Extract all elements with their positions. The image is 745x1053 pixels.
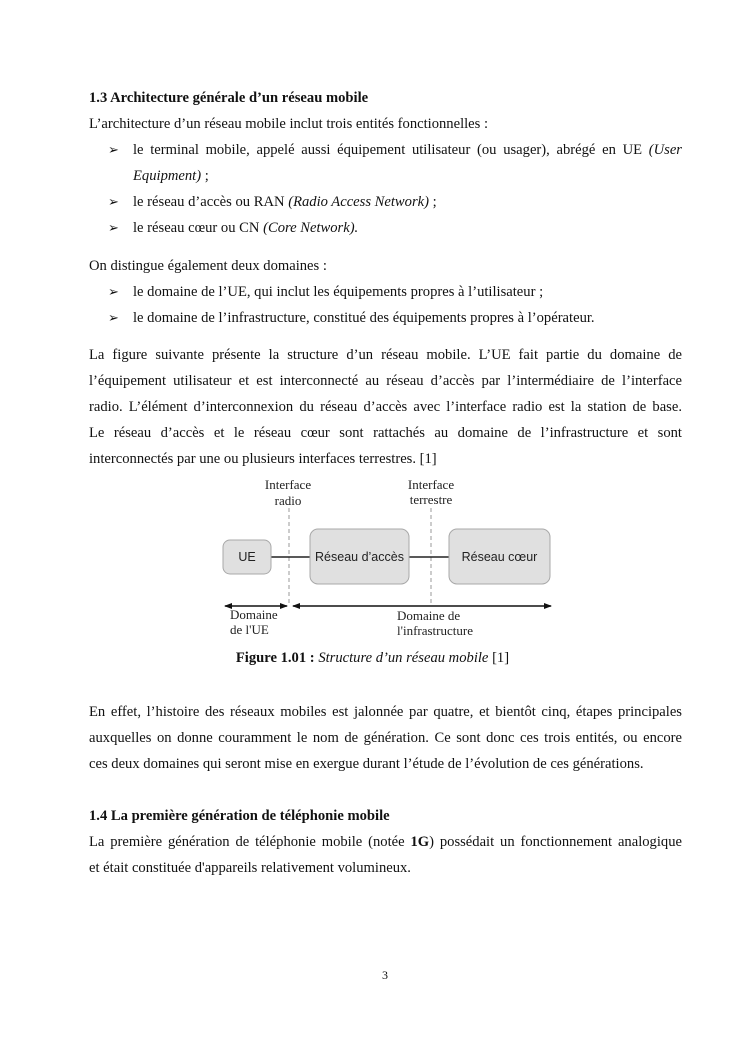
paragraph-line: Le réseau d’accès et le réseau cœur sont rattachés au domaine de l’infrastructure et sont — [89, 425, 682, 441]
entities-intro: L’architecture d’un réseau mobile inclut trois entités fonctionnelles : — [89, 116, 489, 132]
list-item: ➢ le domaine de l’UE, qui inclut les équipements propres à l’utilisateur ; — [108, 279, 682, 305]
ue-box-label: UE — [238, 550, 256, 564]
section-heading-1-3: 1.3 Architecture générale d’un réseau mobile — [89, 90, 369, 106]
access-network-box-label: Réseau d’accès — [315, 550, 404, 564]
paragraph-line: auxquelles on donne couramment le nom de génération. Ce sont donc ces trois entités, ou encore — [89, 730, 682, 746]
ue-domain-label: de l'UE — [230, 622, 269, 637]
figure-caption: Figure 1.01 : Structure d’un réseau mobile [1] — [235, 650, 510, 666]
interface-terrestre-label: Interface — [407, 477, 455, 492]
list-item: ➢ le réseau d’accès ou RAN (Radio Access Network) ; — [108, 189, 682, 215]
paragraph-line: radio. L’élément d’interconnexion du réseau d’accès avec l’interface radio est la station de base. — [89, 399, 682, 415]
interface-terrestre-label: terrestre — [409, 492, 453, 507]
page-number: 3 — [382, 968, 388, 982]
interface-radio-label: Interface — [264, 477, 312, 492]
paragraph-line: La première génération de téléphonie mobile (notée 1G) possédait un fonctionnement analogique — [89, 834, 682, 850]
network-structure-figure — [215, 472, 560, 642]
domains-list — [108, 279, 682, 331]
list-item: ➢ le terminal mobile, appelé aussi équipement utilisateur (ou usager), abrégé en UE (User Equipment) ; — [108, 137, 682, 189]
paragraph-line: interconnectés par une ou plusieurs interfaces terrestres. [1] — [89, 451, 437, 467]
list-item: ➢ le réseau cœur ou CN (Core Network). — [108, 215, 682, 241]
domains-intro: On distingue également deux domaines : — [89, 258, 327, 274]
infrastructure-domain-label: Domaine de — [397, 608, 461, 623]
paragraph-line: La figure suivante présente la structure d’un réseau mobile. L’UE fait partie du domaine de — [89, 347, 682, 363]
arrow-bullet-icon: ➢ — [108, 284, 119, 299]
paragraph-line: l’équipement utilisateur et est interconnecté au réseau d’accès par l’intermédiaire de l’interface — [89, 373, 682, 389]
interface-radio-label: radio — [274, 493, 302, 508]
ue-domain-label: Domaine — [230, 607, 278, 622]
entities-list — [108, 137, 682, 241]
paragraph-line: ces deux domaines qui seront mise en exergue durant l’étude de l’évolution de ces générations. — [89, 756, 644, 772]
section-heading-1-4: 1.4 La première génération de téléphonie mobile — [89, 808, 390, 824]
paragraph-line: En effet, l’histoire des réseaux mobiles est jalonnée par quatre, et bientôt cinq, étapes principales — [89, 704, 682, 720]
core-network-box-label: Réseau cœur — [461, 550, 538, 564]
paragraph-line: et était constituée d'appareils relativement volumineux. — [89, 860, 411, 876]
arrow-bullet-icon: ➢ — [108, 220, 119, 235]
infrastructure-domain-label: l'infrastructure — [397, 623, 473, 638]
arrow-bullet-icon: ➢ — [108, 142, 119, 157]
arrow-bullet-icon: ➢ — [108, 310, 119, 325]
list-item: ➢ le domaine de l’infrastructure, constitué des équipements propres à l’opérateur. — [108, 305, 682, 331]
arrow-bullet-icon: ➢ — [108, 194, 119, 209]
